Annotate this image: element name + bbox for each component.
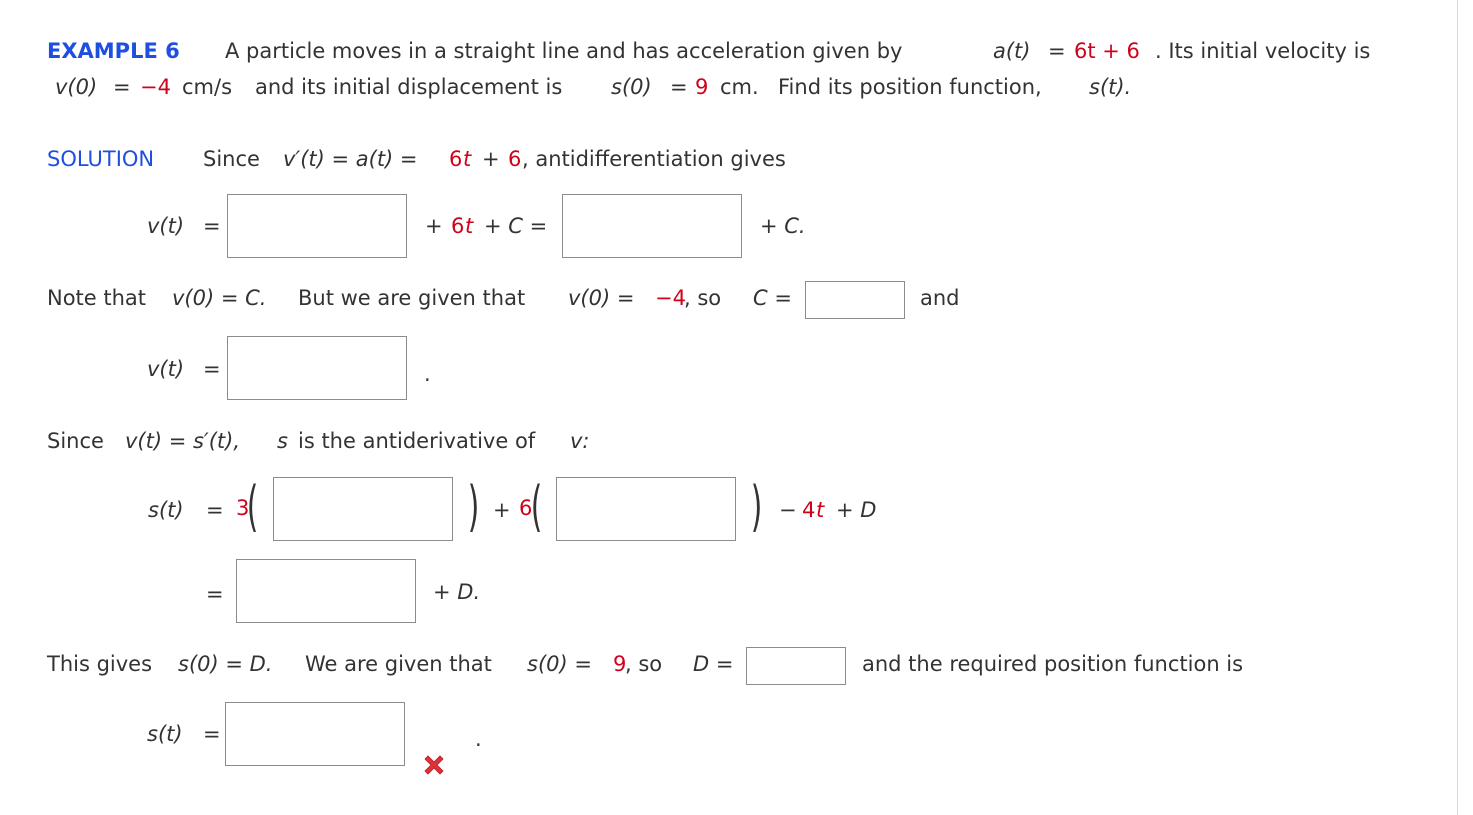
- acceleration-symbol: a(t): [993, 39, 1031, 63]
- position-lhs: s(t): [147, 722, 183, 746]
- constant-c-input[interactable]: [805, 281, 905, 319]
- problem-text-3: and its initial displacement is: [255, 75, 563, 99]
- velocity-var: t: [465, 214, 474, 238]
- position-linear-var: t: [816, 498, 825, 522]
- position-coef-1: 3: [236, 496, 250, 520]
- position-coef-2: 6: [519, 496, 533, 520]
- solution-text-since: Since: [203, 147, 260, 171]
- plus-sign: +: [425, 214, 443, 238]
- close-paren-2: ): [750, 475, 763, 538]
- note-text-b: But we are given that: [298, 286, 526, 310]
- displacement-unit: cm.: [720, 75, 759, 99]
- since-text-b: is the antiderivative of: [298, 429, 536, 453]
- equals-sign: =: [203, 357, 221, 381]
- period: .: [424, 362, 431, 386]
- minus-sign: −: [779, 498, 797, 522]
- initial-displacement-value: 9: [695, 75, 709, 99]
- solution-label: SOLUTION: [47, 147, 155, 171]
- equals-sign: =: [206, 582, 224, 606]
- since-v: v:: [570, 429, 590, 453]
- constant-d-input[interactable]: [746, 647, 846, 685]
- equals-sign: =: [1048, 39, 1066, 63]
- velocity-term-input-1[interactable]: [227, 194, 407, 258]
- problem-text-2: . Its initial velocity is: [1155, 39, 1371, 63]
- note-expr-a: v(0) = C.: [172, 286, 267, 310]
- solution-var: t: [463, 147, 472, 171]
- problem-text-4: Find its position function,: [778, 75, 1042, 99]
- open-paren-2: (: [530, 475, 543, 538]
- initial-velocity-value: −4: [140, 75, 171, 99]
- since-s: s: [277, 429, 288, 453]
- acceleration-value: 6t + 6: [1074, 39, 1140, 63]
- equals-sign: =: [670, 75, 688, 99]
- note-and: and: [920, 286, 960, 310]
- initial-displacement-symbol: s(0): [611, 75, 652, 99]
- position-function-symbol: s(t).: [1089, 75, 1132, 99]
- note-expr-b: v(0) =: [568, 286, 635, 310]
- gives-text-b: We are given that: [305, 652, 492, 676]
- gives-text-a: This gives: [47, 652, 153, 676]
- position-simplified-input[interactable]: [236, 559, 416, 623]
- note-text-c: , so: [684, 286, 722, 310]
- gives-text-c: , so: [625, 652, 663, 676]
- example-label: EXAMPLE 6: [47, 39, 180, 63]
- incorrect-x-icon: [421, 752, 447, 778]
- note-expr-c: C =: [753, 286, 792, 310]
- position-function-input[interactable]: [225, 702, 405, 766]
- plus-c: + C.: [760, 214, 806, 238]
- solution-plus: +: [482, 147, 500, 171]
- velocity-function-input[interactable]: [227, 336, 407, 400]
- position-term-input-1[interactable]: [273, 477, 453, 541]
- solution-coef: 6: [449, 147, 463, 171]
- equals-sign: =: [203, 214, 221, 238]
- open-paren-1: (: [246, 475, 259, 538]
- period: .: [475, 727, 482, 751]
- solution-text-end: , antidifferentiation gives: [522, 147, 786, 171]
- gives-value: 9: [613, 652, 627, 676]
- plus-d: + D: [836, 498, 877, 522]
- since-expr: v(t) = s′(t),: [125, 429, 240, 453]
- gives-expr-b: s(0) =: [527, 652, 592, 676]
- position-linear-coef: 4: [802, 498, 816, 522]
- close-paren-1: ): [467, 475, 480, 538]
- velocity-coef: 6: [451, 214, 465, 238]
- solution-constant: 6: [508, 147, 522, 171]
- since-text-a: Since: [47, 429, 104, 453]
- velocity-unit: cm/s: [182, 75, 233, 99]
- page-right-border: [1457, 0, 1458, 815]
- equals-sign: =: [113, 75, 131, 99]
- gives-expr-a: s(0) = D.: [178, 652, 273, 676]
- position-term-input-2[interactable]: [556, 477, 736, 541]
- velocity-lhs: v(t): [147, 357, 185, 381]
- note-value: −4: [655, 286, 686, 310]
- equals-sign: =: [203, 722, 221, 746]
- position-lhs: s(t): [148, 498, 184, 522]
- velocity-lhs: v(t): [147, 214, 185, 238]
- problem-text-1: A particle moves in a straight line and has acceleration given by: [225, 39, 903, 63]
- note-text-a: Note that: [47, 286, 147, 310]
- velocity-term-input-2[interactable]: [562, 194, 742, 258]
- gives-text-d: and the required position function is: [862, 652, 1244, 676]
- equals-sign: =: [206, 498, 224, 522]
- solution-expression: v′(t) = a(t) =: [283, 147, 418, 171]
- plus-sign: +: [493, 498, 511, 522]
- plus-d: + D.: [433, 580, 481, 604]
- initial-velocity-symbol: v(0): [55, 75, 98, 99]
- plus-c-equals: + C =: [484, 214, 548, 238]
- gives-expr-c: D =: [693, 652, 734, 676]
